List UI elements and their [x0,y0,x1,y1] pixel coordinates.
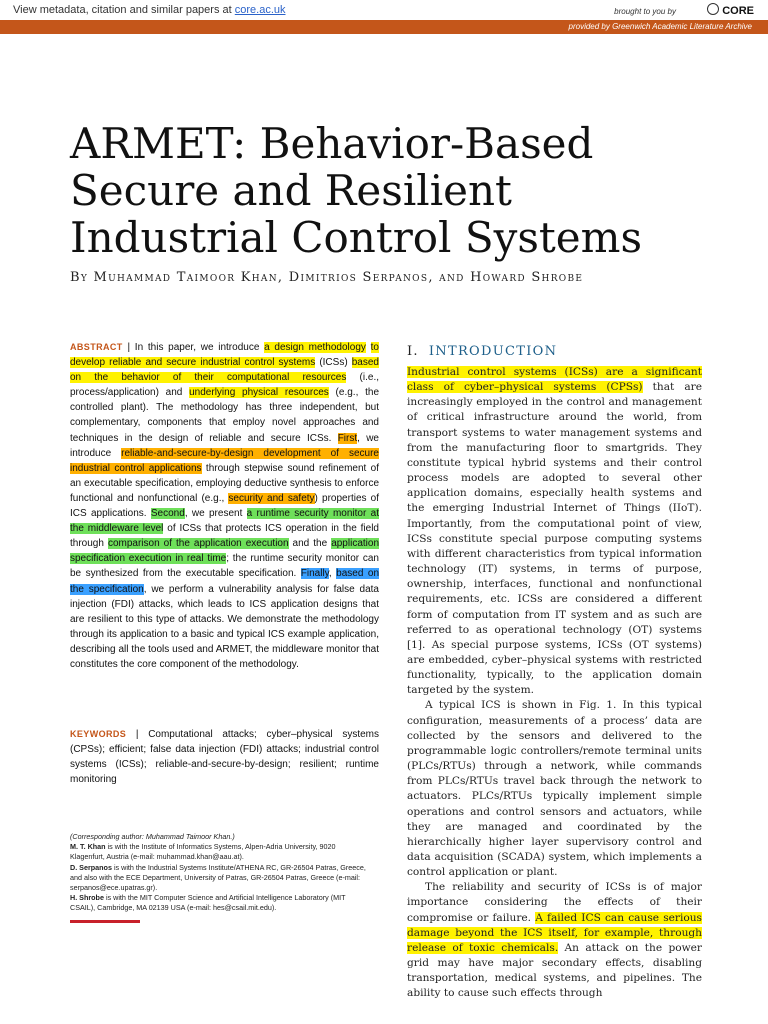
section-title: INTRODUCTION [428,344,558,359]
abstract-text: ; the runtime security monitor can be synthesized from the executable specification. [70,553,379,580]
highlight-yellow: based on the behavior of their computational resources [70,357,379,384]
abstract-text: , we present [184,508,247,520]
abstract [70,340,379,672]
highlight-green: application specification execution in real time [70,538,379,565]
abstract-text: , we introduce [70,432,379,459]
paragraph-text: An attack on the power grid may have major secondary effects, disabling transportation, medical systems, and pipelines. The ability to cause such effects through [407,941,703,1000]
core-banner [0,0,768,21]
divider-rule [70,920,140,923]
footnote-shrobe [70,893,370,913]
keywords-text: Computational attacks; cyber–physical systems (CPSs); efficient; false data injection (FDI) attacks; industrial control systems (ICSs); reliable-and-secure-by-design; resilient; runtime monitoring [70,729,379,786]
highlight-yellow: Industrial control systems (ICSs) are a significant class of cyber–physical systems (CPSs) [407,366,702,394]
abstract-label: ABSTRACT [70,342,123,352]
provider-text: provided by Greenwich Academic Literature Archive [568,22,752,31]
paragraph-text: The reliability and security of ICSs is of major importance considering the effects of their compromise or failure. [407,881,702,924]
author-line: By Muhammad Taimoor Khan, Dimitrios Serpanos, and Howard Shrobe [70,270,584,285]
footnote-serpanos [70,863,370,894]
highlight-yellow: A failed ICS can cause serious damage beyond the ICS itself, for example, through release of toxic chemicals. [407,911,702,954]
title-line: Secure and Resilient [70,166,512,215]
paper-title [70,120,710,261]
paragraph: A typical ICS is shown in Fig. 1. In this typical configuration, measurements of a process’ data are collected by the sensors and delivered to the programmable logic controllers/remote terminal units (PLCs/RTUs) through a network, while commands from PLCs/RTUs travel back through the network to actuators. PLCs/RTUs typically implement simple operations and control sensors and actuators, while they are managed and coordinated by the hierarchically higher layer supervisory control and data acquisition (SCADA) system, which implements a control application or plant. [407,699,702,879]
provider-bar [0,20,768,34]
abstract-separator: | [127,342,135,353]
keywords [70,727,379,787]
paragraph-text: that are increasingly employed in the control and management of critical infrastructure around the world, from transport systems to water management systems and from the manufacturing floor to smartgrids. They constitute typical hybrid systems and their control process models are adopted to several other application domains, especially health systems and the emerging Industrial Internet of Things (IIoT). Importantly, from the computational point of view, ICSs constitute special purpose computing systems with different characteristics from typical information technology (IT) systems, in terms of purpose, ownership, interfaces, functional and nonfunctional requirements, etc. ICSs are considered a different form of computation from IT system and as such are referred to as operational technology (OT) systems [1]. As special purpose systems, ICSs (OT systems) are embedded, cyber–physical systems with restricted functionality, typically, to the application domain targeted by the system. [407,381,702,697]
section-number: I. [407,344,419,359]
core-logo[interactable] [707,3,754,17]
footnote-name: M. T. Khan [70,842,106,852]
keywords-separator: | [135,729,149,740]
abstract-text: (ICSs) [315,357,352,369]
abstract-text: , we perform a vulnerability analysis for false data injection (FDI) attacks, which leads to ICS application designs that are resilient to this type of attacks. We demonstrate the methodology through its application to a basic and typical ICS example application, describing all the tools used and ARMET, the middleware monitor that constitutes the core component of the methodology. [70,583,379,670]
footnote-text: is with the Institute of Informatics Systems, Alpen-Adria University, 9020 Klagenfurt, Austria (e-mail: muhammad.khan@aau.at). [70,842,336,862]
core-label: CORE [722,5,754,17]
abstract-text [366,342,371,353]
highlight-blue: Finally [300,568,329,580]
core-icon [707,3,719,15]
highlight-green: comparison of the application execution [107,538,289,550]
highlight-orange: security and safety [228,492,315,504]
highlight-green: Second [150,508,185,520]
abstract-text: , [328,568,337,580]
footnote-text: is with the MIT Computer Science and Artificial Intelligence Laboratory (MIT CSAIL), Cambridge, MA 02139 USA (e-mail: hes@csail.mit.edu). [70,893,346,913]
paragraph [407,365,702,698]
section-heading [407,344,557,359]
corresponding-text: (Corresponding author: Muhammad Taimoor Khan.) [70,832,235,841]
abstract-text: of ICSs that protects ICS operation in the field through [70,523,379,550]
abstract-text: (i.e., process/application) and [70,372,379,399]
footnote-text: is with the Industrial Systems Institute/ATHENA RC, GR-26504 Patras, Greece, and also with the ECE Department, University of Patras, GR-26504 Patras, Greece (e-mail: serpanos@ece.upatras.gr). [70,862,366,893]
abstract-text: (e.g., the controlled plant). The methodology has three independent, but complementary, components that employ novel approaches and techniques in the design of reliable and secure ICSs. [70,387,380,444]
brought-text: brought to you by [614,7,676,16]
highlight-yellow: develop reliable and secure industrial control systems [70,357,316,369]
abstract-text: through stepwise sound refinement of an executable specification, employing deductive synthesis to enforce functional and nonfunctional (e.g., [70,462,379,504]
corresponding-author [70,832,370,842]
title-line: Industrial Control Systems [70,213,643,262]
highlight-orange: reliable-and-secure-by-design development of secure industrial control applications [70,447,379,474]
paragraph [407,880,702,1001]
highlight-yellow: to [370,342,379,353]
highlight-orange: First [337,432,358,444]
highlight-yellow: a design methodology [264,342,366,353]
metadata-text: View metadata, citation and similar papers at [13,4,232,16]
metadata-notice [13,4,286,16]
abstract-text: ) properties of ICS applications. [70,492,379,520]
introduction-body [407,365,702,1002]
title-line: ARMET: Behavior-Based [70,119,594,168]
abstract-text: In this paper, we introduce [134,342,265,353]
highlight-blue: based on the specification [70,568,379,595]
keywords-label: KEYWORDS [70,729,127,739]
core-link[interactable]: core.ac.uk [234,4,286,16]
highlight-yellow: underlying physical resources [189,387,329,399]
footnote-name: H. Shrobe [70,893,104,903]
highlight-green: a runtime security monitor at the middleware level [70,508,379,535]
footnote-khan [70,842,370,862]
footnote-name: D. Serpanos [70,862,112,872]
author-footnotes [70,832,370,914]
abstract-text: and the [288,538,332,550]
